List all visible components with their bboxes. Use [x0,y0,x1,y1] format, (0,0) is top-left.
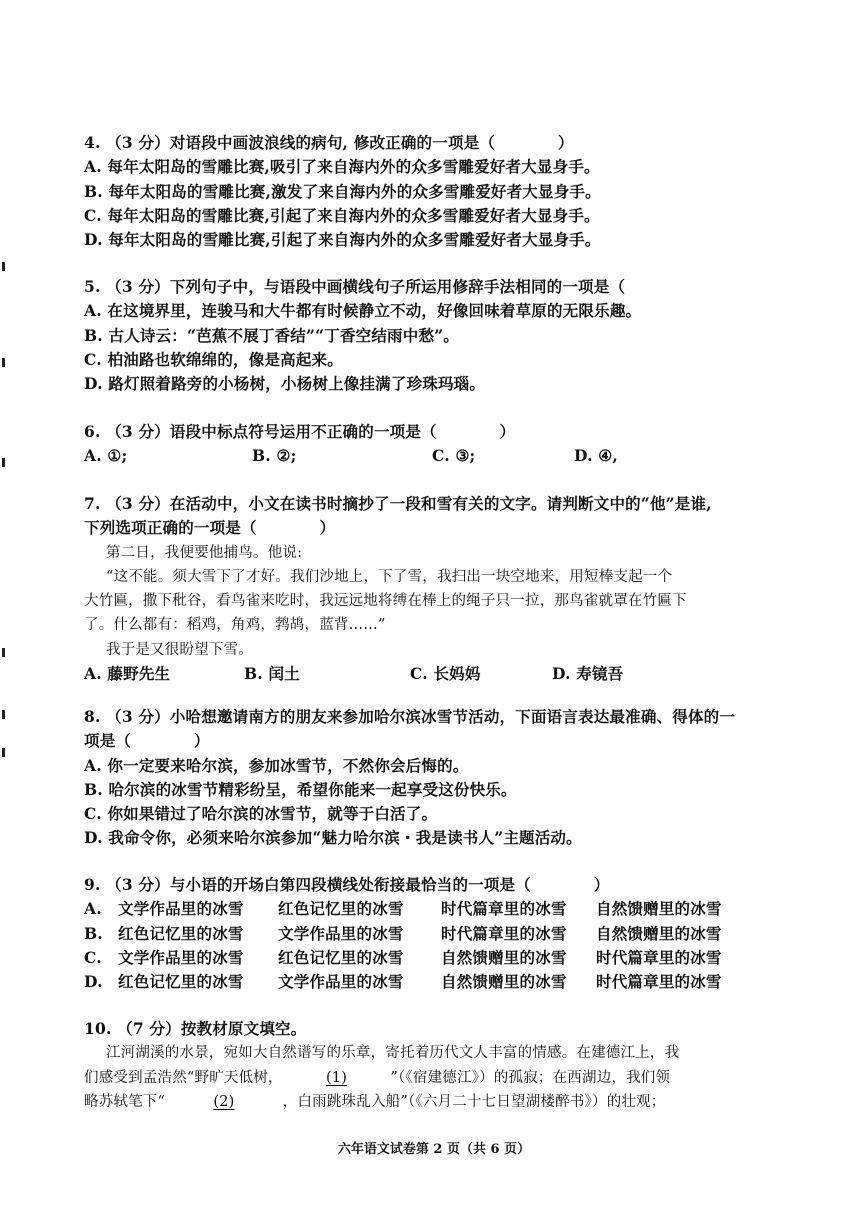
question-9 [84,873,784,994]
option-cell: 时代篇章里的冰雪 [596,972,722,992]
option-cell: 时代篇章里的冰雪 [441,899,567,919]
option-c[interactable]: C. 你如果错过了哈尔滨的冰雪节，就等于白活了。 [84,804,438,824]
binding-mark [2,458,5,467]
options-row [84,662,784,686]
option-b[interactable]: B. 哈尔滨的冰雪节精彩纷呈，希望你能来一起享受这份快乐。 [84,779,517,799]
fill-blank-2[interactable]: (2) [213,1093,235,1110]
option-d[interactable] [84,970,784,994]
option-c[interactable]: C. ③; [432,446,476,466]
option-a[interactable]: A. 每年太阳岛的雪雕比赛,吸引了来自海内外的众多雪雕爱好者大显身手。 [84,157,600,177]
passage-text: 略苏轼笔下“ [84,1093,166,1110]
option-b[interactable]: B. 闰土 [244,664,300,684]
option-cell: 自然馈赠里的冰雪 [441,972,567,992]
option-cell: 文学作品里的冰雪 [278,972,404,992]
option-b[interactable] [84,922,784,946]
option-d[interactable]: D. 我命令你，必须来哈尔滨参加“魅力哈尔滨・我是读书人”主题活动。 [84,828,582,848]
option-c[interactable]: C. 每年太阳岛的雪雕比赛,引起了来自海内外的众多雪雕爱好者大显身手。 [84,205,600,225]
question-stem: 4. （3 分）对语段中画波浪线的病句, 修改正确的一项是（ ） [84,133,574,152]
option-b[interactable]: B. 古人诗云：“芭蕉不展丁香结”“丁香空结雨中愁”。 [84,325,459,345]
option-cell: 文学作品里的冰雪 [118,899,244,919]
question-stem: 6. （3 分）语段中标点符号运用不正确的一项是（ ） [84,422,516,441]
option-cell: 时代篇章里的冰雪 [441,923,567,943]
question-stem: 10. （7 分）按教材原文填空。 [84,1019,307,1038]
option-cell: 红色记忆里的冰雪 [118,972,244,992]
option-label: D. [84,972,103,992]
option-cell: 自然馈赠里的冰雪 [596,899,722,919]
option-c[interactable]: C. 长妈妈 [410,664,481,684]
option-a[interactable]: A. 藤野先生 [84,664,171,684]
option-a[interactable]: A. ①; [84,446,128,466]
passage-line: 了。什么都有：稻鸡，角鸡，鹁鸪，蓝背……” [84,617,386,634]
question-stem-cont: 下列选项正确的一项是（ ） [84,518,336,538]
binding-mark [2,710,5,719]
option-cell: 自然馈赠里的冰雪 [596,923,722,943]
option-a[interactable] [84,897,784,921]
question-stem: 9. （3 分）与小语的开场白第四段横线处衔接最恰当的一项是（ ） [84,875,610,894]
passage-line: “这不能。须大雪下了才好。我们沙地上，下了雪，我扫出一块空地来，用短棒支起一个 [106,568,673,585]
fill-blank-1[interactable]: (1) [325,1069,348,1086]
option-cell: 红色记忆里的冰雪 [278,947,404,967]
question-stem-cont: 项是（ ） [84,731,210,751]
option-cell: 文学作品里的冰雪 [118,947,244,967]
passage-line [84,1066,784,1090]
passage-line: 我于是又很盼望下雪。 [106,641,253,658]
binding-mark [2,748,5,757]
question-8 [84,705,784,851]
option-b[interactable]: B. 每年太阳岛的雪雕比赛,激发了来自海内外的众多雪雕爱好者大显身手。 [84,181,601,201]
question-stem: 5. （3 分）下列句子中，与语段中画横线句子所运用修辞手法相同的一项是（ [84,277,626,296]
question-7 [84,492,784,686]
passage-text: ”（《宿建德江》）的孤寂；在西湖边，我们领 [390,1069,671,1086]
option-a[interactable]: A. 在这境界里，连骏马和大牛都有时候静立不动，好像回味着草原的无限乐趣。 [84,301,642,321]
passage-text: ，白雨跳珠乱入船”（《六月二十七日望湖楼醉书》）的壮观； [282,1093,666,1110]
passage-text: 们感受到孟浩然“野旷天低树， [84,1069,283,1086]
option-cell: 文学作品里的冰雪 [278,923,404,943]
option-b[interactable]: B. ②; [252,446,297,466]
option-cell: 红色记忆里的冰雪 [278,899,404,919]
option-cell: 自然馈赠里的冰雪 [441,947,567,967]
option-cell: 时代篇章里的冰雪 [596,947,722,967]
option-d[interactable]: D. 每年太阳岛的雪雕比赛,引起了来自海内外的众多雪雕爱好者大显身手。 [84,230,601,250]
question-5 [84,275,784,396]
passage-line: 大竹匾，撒下秕谷，看鸟雀来吃时，我远远地将缚在棒上的绳子只一拉，那鸟雀就罩在竹匾下 [84,593,687,610]
option-cell: 红色记忆里的冰雪 [118,923,244,943]
question-10 [84,1017,784,1114]
binding-mark [2,262,5,271]
question-6 [84,420,784,469]
question-stem: 8. （3 分）小哈想邀请南方的朋友来参加哈尔滨冰雪节活动，下面语言表达最准确、得体的一 [84,707,736,726]
option-d[interactable]: D. 路灯照着路旁的小杨树，小杨树上像挂满了珍珠玛瑙。 [84,374,486,394]
question-stem: 7. （3 分）在活动中，小文在读书时摘抄了一段和雪有关的文字。请判断文中的“他”是谁, [84,494,712,513]
option-c[interactable] [84,946,784,970]
page-footer: 六年语文试卷第 2 页（共 6 页） [337,1142,531,1157]
passage-line: 第二日，我便要他捕鸟。他说: [106,544,303,561]
option-c[interactable]: C. 柏油路也软绵绵的，像是高起来。 [84,349,343,369]
options-row [84,444,784,468]
binding-mark [2,648,5,657]
option-label: C. [84,947,102,967]
option-d[interactable]: D. 寿镜吾 [552,664,624,684]
option-a[interactable]: A. 你一定要来哈尔滨，参加冰雪节，不然你会后悔的。 [84,755,469,775]
option-d[interactable]: D. ④, [574,446,618,466]
question-4 [84,131,784,252]
binding-mark [2,358,5,367]
option-label: A. [84,899,102,919]
passage-line [84,1090,784,1114]
passage-line: 江河湖溪的水景，宛如大自然谱写的乐章，寄托着历代文人丰富的情感。在建德江上，我 [106,1045,680,1062]
option-label: B. [84,923,103,943]
